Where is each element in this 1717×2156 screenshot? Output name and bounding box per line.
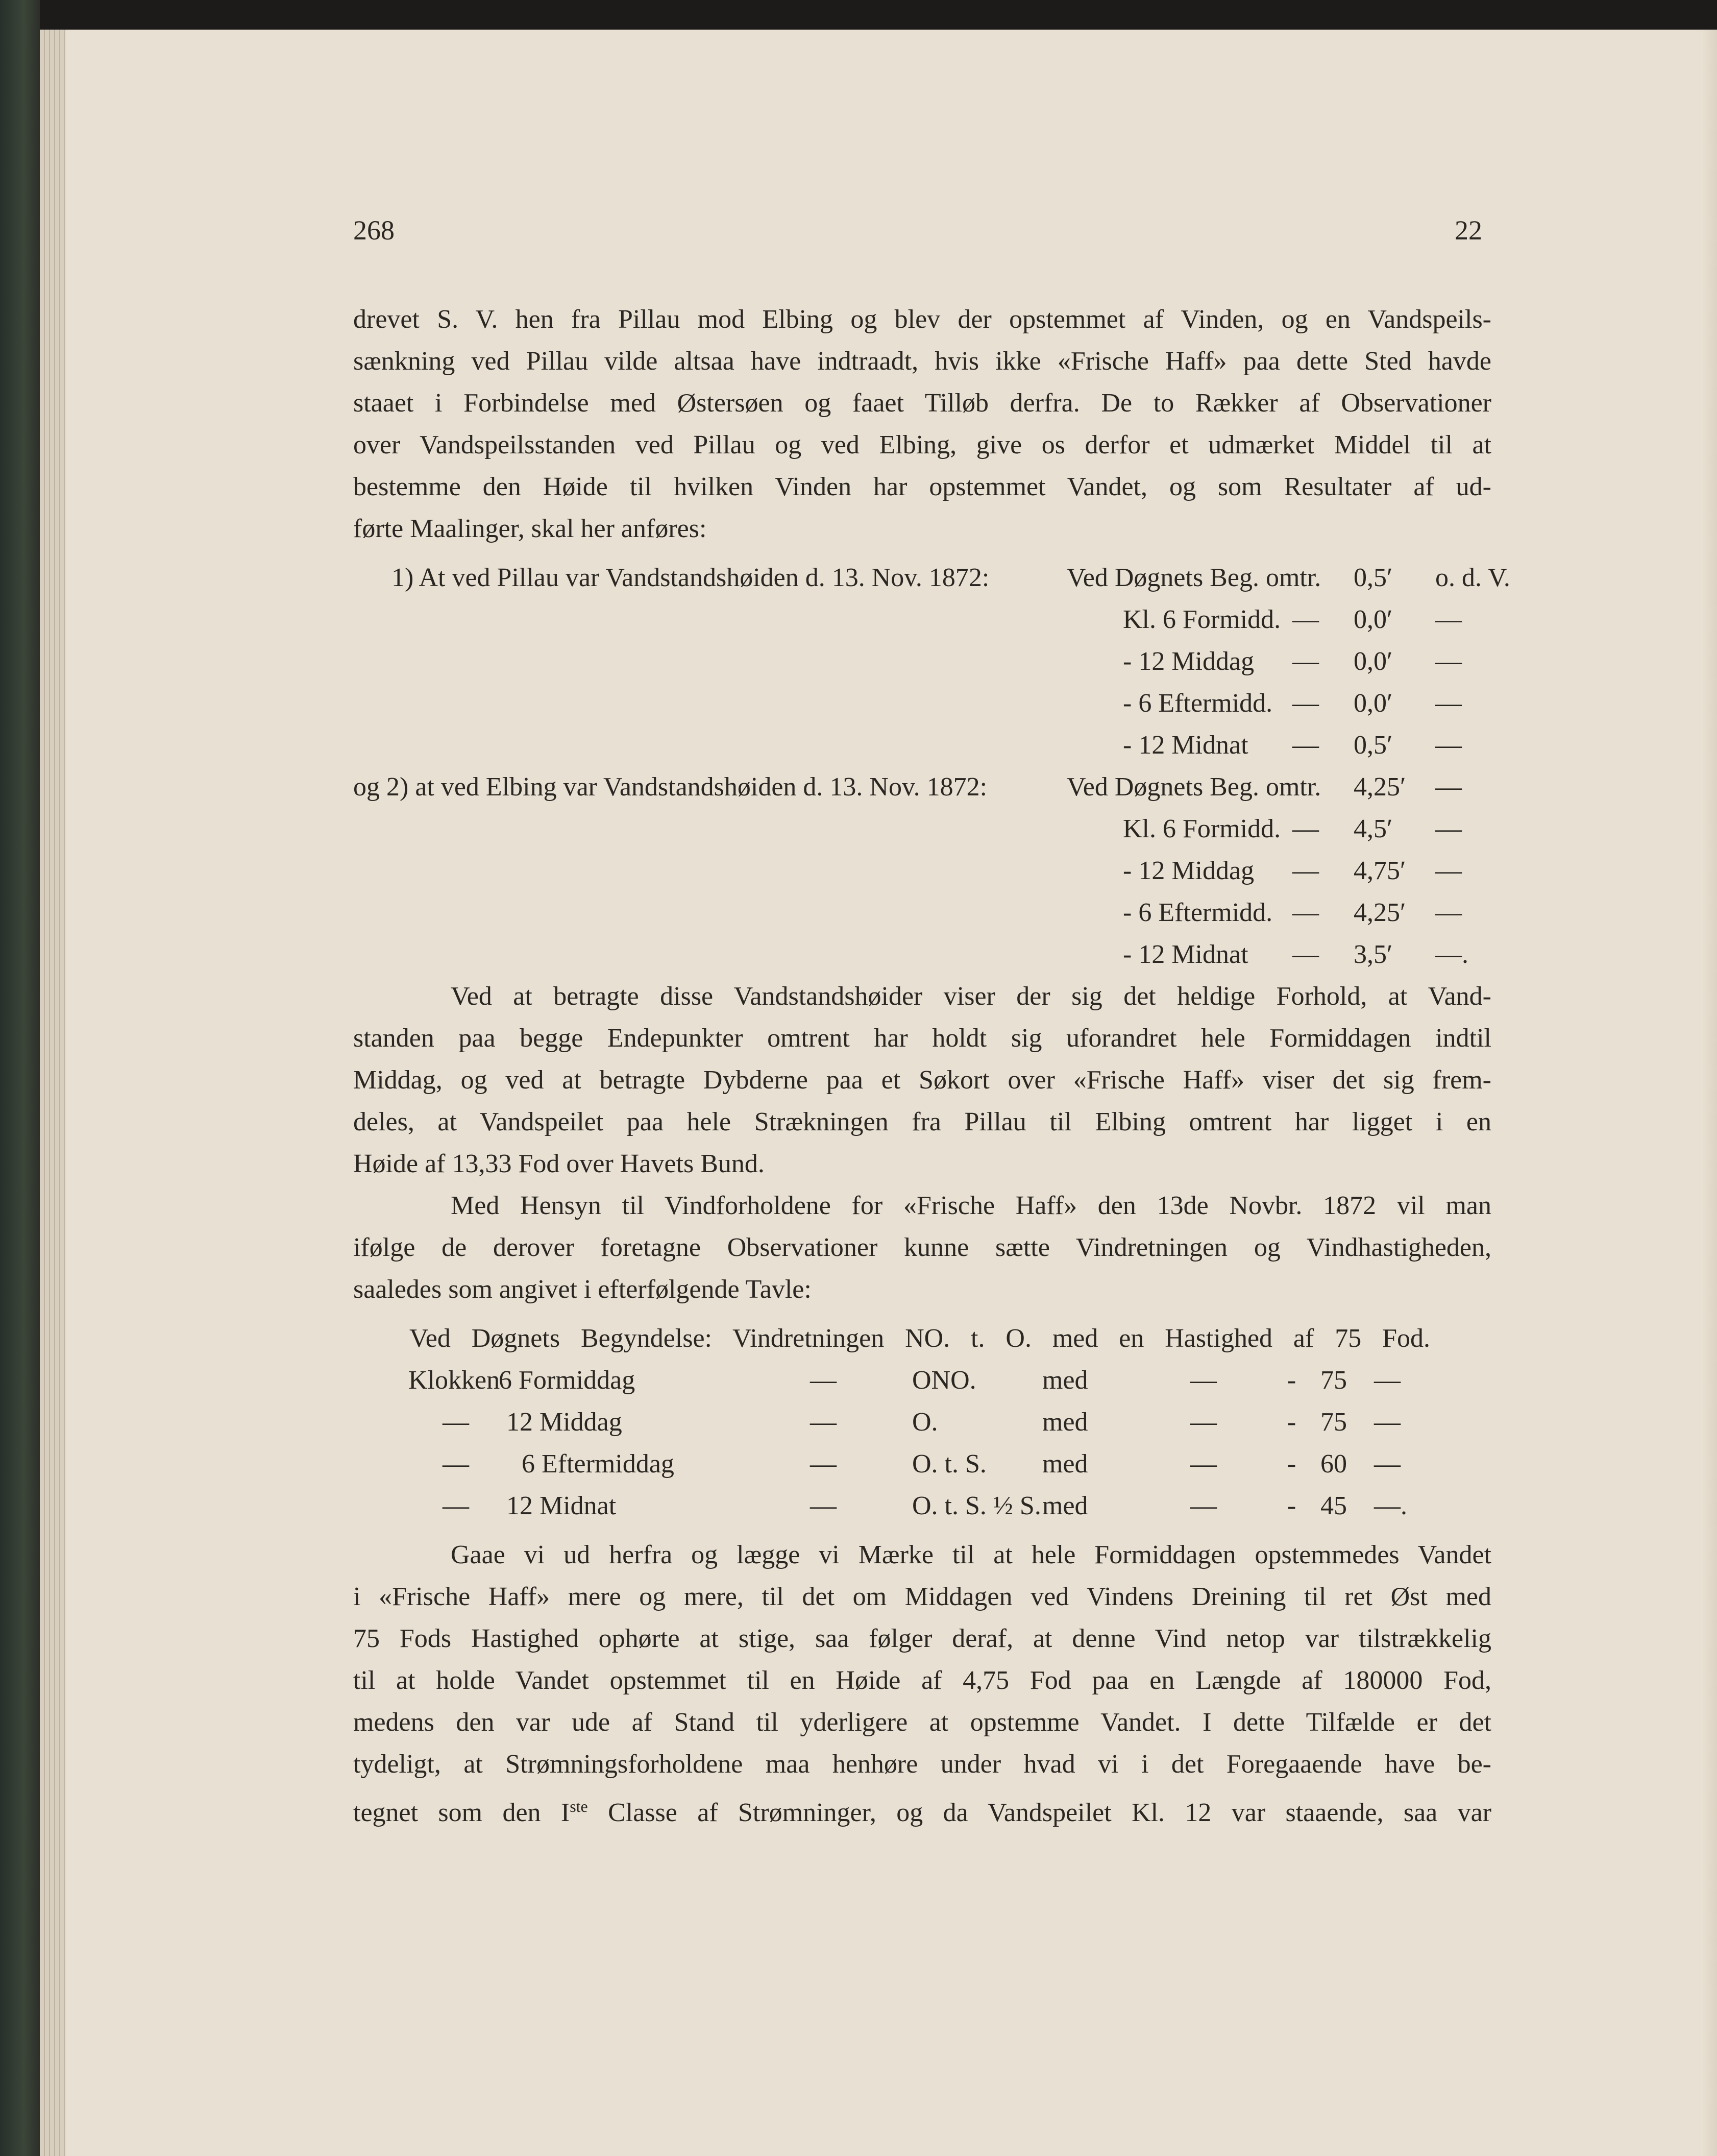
table1-row <box>353 557 1510 599</box>
row-time: - 6 Eftermidd. <box>1123 898 1273 927</box>
superscript: ste <box>570 1797 588 1815</box>
row-dash: — <box>810 1449 837 1479</box>
table1-row <box>353 850 1491 892</box>
text-line: Høide af 13,33 Fod over Havets Bund. <box>353 1149 765 1178</box>
table1-row <box>353 892 1491 934</box>
text-line: til at holde Vandet opstemmet til en Høide af 4,75 Fod paa en Længde af 180000 Fod, <box>353 1666 1491 1695</box>
text-line: Ved at betragte disse Vandstandshøider viser der sig det heldige Forhold, at Vand- <box>451 982 1491 1011</box>
row-time: - 6 Eftermidd. <box>1123 689 1273 718</box>
row-dash: — <box>1292 647 1319 676</box>
row-direction: O. <box>912 1408 938 1437</box>
table1-row <box>353 641 1491 683</box>
row-pre: - <box>1287 1408 1296 1437</box>
row-value: 4,75′ <box>1354 856 1406 885</box>
row-dash: — <box>1292 689 1319 718</box>
row-time: Kl. 6 Formidd. <box>1123 814 1281 843</box>
text-line: Med Hensyn til Vindforholdene for «Frische Haff» den 13de Novbr. 1872 vil man <box>451 1191 1491 1220</box>
page-number-right: 22 <box>1455 215 1482 246</box>
text-part: tegnet som den I <box>353 1798 570 1827</box>
row-direction: O. t. S. ½ S. <box>912 1491 1041 1520</box>
table1-row <box>353 724 1491 766</box>
row-lead: — <box>443 1408 469 1437</box>
row-value: 4,5′ <box>1354 814 1393 843</box>
row-time: 12 Midnat <box>506 1491 617 1520</box>
row-dash: — <box>1292 814 1319 843</box>
spacer <box>353 1527 1491 1534</box>
table2-row <box>353 1360 1491 1401</box>
row-time: 6 Formiddag <box>499 1366 635 1395</box>
text-line: bestemme den Høide til hvilken Vinden har opstemmet Vandet, og som Resultater af ud- <box>353 472 1491 501</box>
row-dash: — <box>1292 940 1319 969</box>
book-binding <box>0 0 40 2156</box>
row-suffix: — <box>1374 1366 1401 1395</box>
row-speed: 75 <box>1320 1366 1347 1395</box>
row-pre: - <box>1287 1366 1296 1395</box>
row-suffix: —. <box>1435 940 1468 969</box>
spacer <box>353 1311 1491 1318</box>
row-suffix: —. <box>1374 1491 1407 1520</box>
row-dash2: — <box>1190 1408 1217 1437</box>
row-suffix: — <box>1435 772 1462 802</box>
table2-header: Ved Døgnets Begyndelse: Vindretningen NO. t. O. med en Hastighed af 75 Fod. <box>409 1324 1430 1353</box>
row-suffix: — <box>1435 898 1462 927</box>
row-dash: — <box>810 1491 837 1520</box>
row-value: 0,0′ <box>1354 605 1393 634</box>
row-time: - 12 Midnat <box>1123 940 1248 969</box>
row-suffix: o. d. V. <box>1435 563 1510 592</box>
row-lead: Klokken <box>408 1366 500 1395</box>
text-line: førte Maalinger, skal her anføres: <box>353 514 707 543</box>
row-suffix: — <box>1435 689 1462 718</box>
row-time: - 12 Midnat <box>1123 731 1248 760</box>
text-line: 75 Fods Hastighed ophørte at stige, saa følger deraf, at denne Vind netop var tilstrækkelig <box>353 1624 1491 1653</box>
text-line <box>353 1785 1491 1827</box>
row-time: Kl. 6 Formidd. <box>1123 605 1281 634</box>
row-intro: og 2) at ved Elbing var Vandstandshøiden d. 13. Nov. 1872: <box>353 772 988 802</box>
text-line: deles, at Vandspeilet paa hele Strækningen fra Pillau til Elbing omtrent har ligget i en <box>353 1107 1491 1136</box>
row-suffix: — <box>1435 856 1462 885</box>
row-med: med <box>1042 1408 1088 1437</box>
row-intro: 1) At ved Pillau var Vandstandshøiden d. 13. Nov. 1872: <box>391 563 990 592</box>
text-line: i «Frische Haff» mere og mere, til det om Middagen ved Vindens Dreining til ret Øst med <box>353 1582 1491 1611</box>
spacer <box>353 550 1491 557</box>
text-line: ifølge de derover foretagne Observationer kunne sætte Vindretningen og Vindhastigheden, <box>353 1233 1491 1262</box>
table1-row <box>353 683 1491 724</box>
row-dash: — <box>1292 605 1319 634</box>
table1-row <box>353 599 1491 641</box>
row-dash: — <box>1292 898 1319 927</box>
row-value: 0,5′ <box>1354 563 1393 592</box>
page-body <box>353 299 1510 1827</box>
table2-row <box>353 1443 1491 1485</box>
table2-row <box>353 1401 1491 1443</box>
row-med: med <box>1042 1491 1088 1520</box>
row-time: 6 Eftermiddag <box>522 1449 674 1479</box>
row-suffix: — <box>1435 647 1462 676</box>
text-part: Classe af Strømninger, og da Vandspeilet Kl. 12 var staaende, saa var <box>587 1798 1491 1827</box>
scan-top-border <box>0 0 1717 30</box>
row-dash: — <box>810 1408 837 1437</box>
row-suffix: — <box>1374 1449 1401 1479</box>
text-line: Gaae vi ud herfra og lægge vi Mærke til at hele Formiddagen opstemmedes Vandet <box>451 1540 1491 1569</box>
row-speed: 45 <box>1320 1491 1347 1520</box>
text-line: drevet S. V. hen fra Pillau mod Elbing og blev der opstemmet af Vinden, og en Vandspeils- <box>353 305 1491 334</box>
row-time: Ved Døgnets Beg. omtr. <box>1067 772 1321 802</box>
text-line: Middag, og ved at betragte Dybderne paa et Søkort over «Frische Haff» viser det sig frem- <box>353 1065 1491 1095</box>
row-value: 4,25′ <box>1354 772 1406 802</box>
row-speed: 60 <box>1320 1449 1347 1479</box>
row-suffix: — <box>1435 605 1462 634</box>
row-pre: - <box>1287 1491 1296 1520</box>
row-value: 3,5′ <box>1354 940 1393 969</box>
row-time: 12 Middag <box>506 1408 622 1437</box>
row-dash2: — <box>1190 1366 1217 1395</box>
row-value: 4,25′ <box>1354 898 1406 927</box>
row-speed: 75 <box>1320 1408 1347 1437</box>
row-value: 0,5′ <box>1354 731 1393 760</box>
row-time: - 12 Middag <box>1123 856 1255 885</box>
table1-row <box>353 766 1491 808</box>
row-direction: O. t. S. <box>912 1449 987 1479</box>
text-line: sænkning ved Pillau vilde altsaa have indtraadt, hvis ikke «Frische Haff» paa dette Sted havde <box>353 347 1491 376</box>
row-med: med <box>1042 1449 1088 1479</box>
row-direction: ONO. <box>912 1366 976 1395</box>
text-line: medens den var ude af Stand til yderligere at opstemme Vandet. I dette Tilfælde er det <box>353 1708 1491 1737</box>
text-line: saaledes som angivet i efterfølgende Tavle: <box>353 1275 812 1304</box>
row-med: med <box>1042 1366 1088 1395</box>
row-dash: — <box>810 1366 837 1395</box>
row-dash: — <box>1292 731 1319 760</box>
row-value: 0,0′ <box>1354 647 1393 676</box>
text-line: standen paa begge Endepunkter omtrent har holdt sig uforandret hele Formiddagen indtil <box>353 1024 1491 1053</box>
row-dash: — <box>1292 856 1319 885</box>
text-line: tydeligt, at Strømningsforholdene maa henhøre under hvad vi i det Foregaaende have be- <box>353 1750 1491 1779</box>
table2-row <box>353 1485 1491 1527</box>
row-lead: — <box>443 1449 469 1479</box>
text-line: staaet i Forbindelse med Østersøen og faaet Tilløb derfra. De to Rækker af Observationer <box>353 389 1491 418</box>
page-edges <box>40 30 65 2156</box>
row-time: - 12 Middag <box>1123 647 1255 676</box>
page-shade <box>1702 30 1717 2156</box>
page-number-left: 268 <box>353 215 395 246</box>
text-line: over Vandspeilsstanden ved Pillau og ved Elbing, give os derfor et udmærket Middel til at <box>353 430 1491 459</box>
row-dash2: — <box>1190 1449 1217 1479</box>
table1-row <box>353 808 1491 850</box>
row-time: Ved Døgnets Beg. omtr. <box>1067 563 1321 592</box>
row-lead: — <box>443 1491 469 1520</box>
row-suffix: — <box>1435 731 1462 760</box>
row-value: 0,0′ <box>1354 689 1393 718</box>
row-dash2: — <box>1190 1491 1217 1520</box>
table1-row <box>353 934 1491 976</box>
row-suffix: — <box>1435 814 1462 843</box>
row-suffix: — <box>1374 1408 1401 1437</box>
row-pre: - <box>1287 1449 1296 1479</box>
